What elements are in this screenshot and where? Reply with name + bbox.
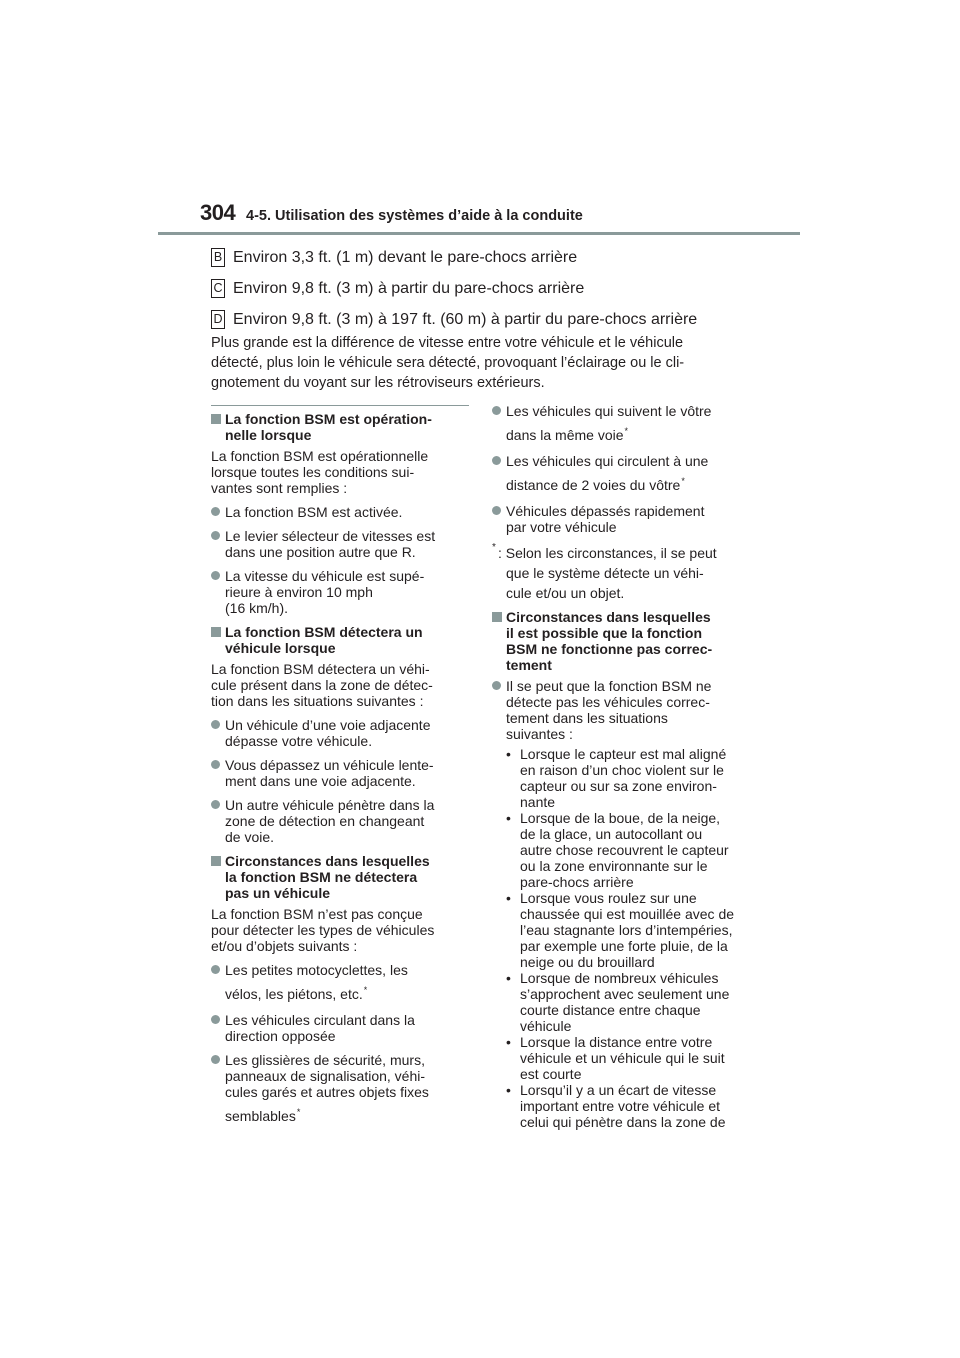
letter-box-b: B [211,248,225,267]
bullet-icon [211,1015,220,1024]
sub-list [492,746,750,1130]
bullet-icon [211,800,220,809]
square-icon [492,612,502,622]
sub-list-item: • Lorsque la distance entre votre véhicule et un véhicule qui le suit est courte [506,1034,725,1082]
section-heading-may-not-work: Circonstances dans lesquelles il est possible que la fonction BSM ne fonctionne pas correc- tement [492,609,750,673]
paragraph: La fonction BSM n’est pas conçue pour détecter les types de véhicules et/ou d’objets suivants : [211,906,435,954]
footnote-mark: * [492,542,496,553]
bullet-icon [211,965,220,974]
bullet-item: Les glissières de sécurité, murs, panneaux de signalisation, véhi- cules garés et autres objets fixes semblables* [211,1052,469,1124]
legend-item-b [211,248,811,267]
asterisk-mark: * [363,985,368,995]
bullet-icon [211,1055,220,1064]
legend-text-c: Environ 9,8 ft. (3 m) à partir du pare-chocs arrière [233,280,585,297]
dot-marker: • [506,746,511,762]
legend-item-c [211,279,811,298]
sub-list-item: • Lorsqu’il y a un écart de vitesse important entre votre véhicule et celui qui pénètre dans la zone de [506,1082,726,1130]
square-icon [211,856,221,866]
square-icon [211,414,221,424]
asterisk-mark: * [624,426,629,436]
sub-list-item: • Lorsque le capteur est mal aligné en raison d’un choc violent sur le capteur ou sur sa zone environ- nante [506,746,727,810]
section-heading-detects: La fonction BSM détectera un véhicule lorsque [211,624,469,656]
bullet-icon [211,531,220,540]
intro-line: détecté, plus loin le véhicule sera détecté, provoquant l’éclairage ou le cli- [211,355,685,371]
bullet-item: Véhicules dépassés rapidement par votre véhicule [492,503,750,535]
section-title: 4-5. Utilisation des systèmes d’aide à la conduite [246,208,583,224]
bullet-icon [492,456,501,465]
legend-text-d: Environ 9,8 ft. (3 m) à 197 ft. (60 m) à partir du pare-chocs arrière [233,311,698,328]
bullet-item: Un autre véhicule pénètre dans la zone de détection en changeant de voie. [211,797,469,845]
bullet-item: Un véhicule d’une voie adjacente dépasse votre véhicule. [211,717,469,749]
bullet-item: La fonction BSM est activée. [211,504,469,520]
legend-item-d [211,310,811,329]
bullet-item: Les petites motocyclettes, les vélos, les piétons, etc.* [211,960,469,1004]
bullet-icon [211,507,220,516]
bullet-icon [211,720,220,729]
header-rule [158,232,800,235]
bullet-item: La vitesse du véhicule est supé- rieure à environ 10 mph (16 km/h). [211,568,469,616]
bullet-icon [211,760,220,769]
page-number: 304 [200,200,236,225]
dot-marker: • [506,1082,511,1098]
sub-list-item: • Lorsque de nombreux véhicules s’approchent avec seulement une courte distance entre chaque véhicule [506,970,730,1034]
paragraph: La fonction BSM détectera un véhi- cule présent dans la zone de détec- tion dans les situations suivantes : [211,661,433,709]
letter-box-d: D [211,310,225,329]
section-heading-operational: La fonction BSM est opération- nelle lorsque [211,411,469,443]
intro-paragraph [211,333,756,393]
footnote: * : Selon les circonstances, il se peut que le système détecte un véhi- cule et/ou un objet. [492,543,750,603]
sub-list-item: • Lorsque de la boue, de la neige, de la glace, un autocollant ou autre chose recouvrent le capteur ou la zone environnante sur le pare-chocs arrière [506,810,729,890]
bullet-icon [492,681,501,690]
bullet-item: Il se peut que la fonction BSM ne détecte pas les véhicules correc- tement dans les situations suivantes : [492,678,750,742]
bullet-item: Le levier sélecteur de vitesses est dans une position autre que R. [211,528,469,560]
right-column [492,405,750,1130]
bullet-icon [492,506,501,515]
bullet-item: Vous dépassez un véhicule lente- ment dans une voie adjacente. [211,757,469,789]
intro-line: Plus grande est la différence de vitesse entre votre véhicule et le véhicule [211,335,684,351]
dot-marker: • [506,890,511,906]
dot-marker: • [506,1034,511,1050]
square-icon [211,627,221,637]
bullet-icon [211,571,220,580]
intro-line: gnotement du voyant sur les rétroviseurs extérieurs. [211,375,545,391]
letter-box-c: C [211,279,225,298]
asterisk-mark: * [296,1107,301,1117]
left-column [211,405,469,1132]
dot-marker: • [506,810,511,826]
asterisk-mark: * [681,476,685,486]
paragraph: La fonction BSM est opérationnelle lorsque toutes les conditions sui- vantes sont remplies : [211,448,429,496]
dot-marker: • [506,970,511,986]
bullet-item: Les véhicules circulant dans la direction opposée [211,1012,469,1044]
bullet-icon [492,406,501,415]
legend-text-b: Environ 3,3 ft. (1 m) devant le pare-chocs arrière [233,249,578,266]
bullet-item: Les véhicules qui circulent à une distance de 2 voies du vôtre* [492,451,750,495]
section-heading-not-detect: Circonstances dans lesquelles la fonction BSM ne détectera pas un véhicule [211,853,469,901]
bullet-item: Les véhicules qui suivent le vôtre dans la même voie* [492,401,750,445]
sub-list-item: • Lorsque vous roulez sur une chaussée qui est mouillée avec de l’eau stagnante lors d’intempéries, par exemple une forte pluie, de la neige ou du brouillard [506,890,735,970]
column-rule [211,405,469,406]
